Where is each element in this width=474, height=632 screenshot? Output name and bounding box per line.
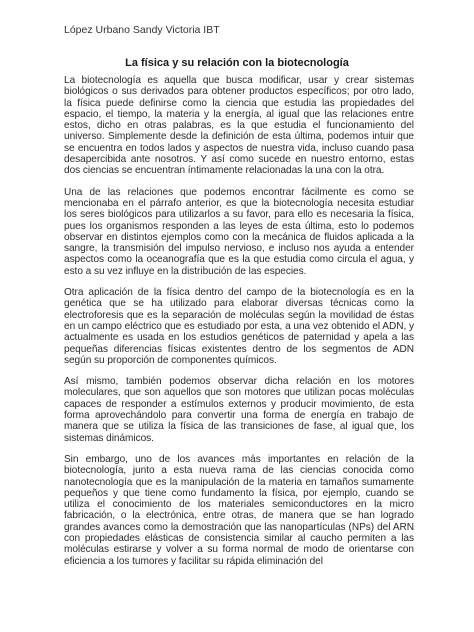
paragraph-2: Una de las relaciones que podemos encontrar fácilmente es como se mencionaba en el párrafo anterior, es que la biotecnología necesita estudiar los seres biológicos para utilizarlos a su favor, para ello es necesaria la física, pues los organismos responden a las leyes de esta última, esto lo podemos observar en distintos ejemplos como con la mecánica de fluidos aplicada a la sangre, la transmisión del impulso nervioso, e incluso nos ayuda a entender aspectos como la oceanografía que es la que estudia como circula el agua, y esto a su vez influye en la distribución de las especies. [64,186,414,277]
paragraph-3: Otra aplicación de la física dentro del campo de la biotecnología es en la genética que se ha utilizado para elaborar diversas técnicas como la electroforesis que es la separación de moléculas según la movilidad de éstas en un campo eléctrico que es estudiado por esta, a una vez obtenido el ADN, y actualmente es usada en los estudios genéticos de paternidad y apela a las pequeñas diferencias físicas existentes dentro de los segmentos de ADN según su proporción de componentes químicos. [64,287,414,366]
document-body [64,75,414,577]
paragraph-1: La biotecnología es aquella que busca modificar, usar y crear sistemas biológicos o sus derivados para obtener productos específicos; por otro lado, la física puede definirse como la ciencia que estudia las propiedades del espacio, el tiempo, la materia y la energía, al igual que las relaciones entre estos, dicho en otras palabras, es la que estudia el funcionamiento del universo. Simplemente desde la definición de esta última, podemos intuir que se encuentra en todos lados y aspectos de nuestra vida, incluso cuando pasa desapercibida ante nosotros. Y así como sucede en nuestro entorno, estas dos ciencias se encuentran íntimamente relacionadas la una con la otra. [64,75,414,177]
author-header: López Urbano Sandy Victoria IBT [64,24,220,36]
document-title: La física y su relación con la biotecnología [125,57,349,69]
paragraph-4: Así mismo, también podemos observar dicha relación en los motores moleculares, que son aquellos que son motores que utilizan pocas moléculas capaces de responder a estímulos externos y producir movimiento, de esta forma aprovechándolo para convertir una forma de energía en trabajo de manera que se utiliza la física de las transiciones de fase, al igual que, los sistemas dinámicos. [64,376,414,444]
paragraph-5: Sin embargo, uno de los avances más importantes en relación de la biotecnología, junto a esta nueva rama de las ciencias conocida como nanotecnología que es la manipulación de la materia en tamaños sumamente pequeños y que tiene como fundamento la física, por ejemplo, cuando se utiliza el conocimiento de los materiales semiconductores en la micro fabricación, o la electrónica, entre otras, de manera que se han logrado grandes avances como la demostración que las nanopartículas (NPs) del ARN con propiedades elásticas de consistencia similar al caucho permiten a las moléculas estirarse y volver a su forma normal de modo de orientarse con eficiencia a los tumores y facilitar su rápida eliminación del [64,453,414,567]
